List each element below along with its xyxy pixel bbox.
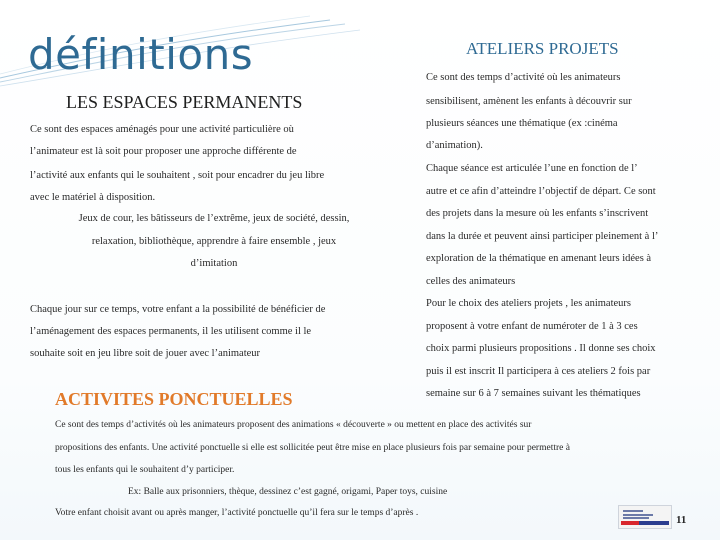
ateliers-projets-heading: ATELIERS PROJETS <box>466 39 619 58</box>
slide-title: définitions <box>28 30 254 79</box>
ateliers-text-line: celles des animateurs <box>426 276 516 287</box>
espaces-text-line: l’animateur est là soit pour proposer une approche différente de <box>30 146 297 157</box>
espaces-examples-line: Jeux de cour, les bâtisseurs de l’extrême, jeux de société, dessin, <box>78 213 350 224</box>
ponctuelles-examples: Ex: Balle aux prisonniers, thèque, dessinez c’est gagné, origami, Paper toys, cuisine <box>128 487 448 497</box>
espaces-daily-line: souhaite soit en jeu libre soit de jouer avec l’animateur <box>30 348 261 359</box>
ateliers-text-line: dans la durée et peuvent ainsi participer pleinement à l’ <box>426 231 659 242</box>
ateliers-text-line: proposent à votre enfant de numéroter de 1 à 3 ces <box>426 321 638 332</box>
ateliers-text-line: puis il est inscrit Il participera à ces ateliers 2 fois par <box>426 366 651 377</box>
activites-ponctuelles-heading: ACTIVITES PONCTUELLES <box>55 389 293 409</box>
ponctuelles-text-line: tous les enfants qui le souhaitent d’y participer. <box>55 465 235 475</box>
ateliers-text-line: plusieurs séances une thématique (ex :cinéma <box>426 118 618 129</box>
espaces-examples-line: d’imitation <box>190 258 238 269</box>
espaces-examples-line: relaxation, bibliothèque, apprendre à faire ensemble , jeux <box>91 236 337 247</box>
logo-line <box>623 510 643 512</box>
espaces-daily-line: Chaque jour sur ce temps, votre enfant a la possibilité de bénéficier de <box>30 304 326 315</box>
ponctuelles-text-line: Ce sont des temps d’activités où les animateurs proposent des animations « découverte » ou mettent en place des activités sur <box>55 420 532 430</box>
ateliers-text-line: autre et ce afin d’atteindre l’objectif de départ. Ce sont <box>426 186 656 197</box>
logo-line <box>623 517 649 519</box>
ateliers-text-line: des projets dans la mesure où les enfants s’inscrivent <box>426 208 649 219</box>
ponctuelles-text-line: propositions des enfants. Une activité ponctuelle si elle est sollicitée peut être mise en place plusieurs fois par semaine pour permettre à <box>55 443 570 453</box>
espaces-daily-line: l’aménagement des espaces permanents, il les utilisent comme il le <box>30 326 312 337</box>
ateliers-text-line: Chaque séance est articulée l’une en fonction de l’ <box>426 163 638 174</box>
espaces-text-line: Ce sont des espaces aménagés pour une activité particulière où <box>30 124 294 135</box>
logo-bar-accent <box>621 521 639 525</box>
espaces-text-line: avec le matériel à disposition. <box>30 192 156 203</box>
ateliers-text-line: semaine sur 6 à 7 semaines suivant les thématiques <box>426 388 641 399</box>
ateliers-text-line: Pour le choix des ateliers projets , les animateurs <box>426 298 631 309</box>
ateliers-text-line: sensibilisent, amènent les enfants à découvrir sur <box>426 96 632 107</box>
ateliers-text-line: d’animation). <box>426 140 483 151</box>
ateliers-text-line: Ce sont des temps d’activité où les animateurs <box>426 72 621 83</box>
ateliers-text-line: choix parmi plusieurs propositions . Il donne ses choix <box>426 343 656 354</box>
page-number: 11 <box>676 514 687 526</box>
ateliers-text-line: exploration de la thématique en amenant leurs idées à <box>426 253 652 264</box>
organisation-logo <box>618 505 672 529</box>
logo-line <box>623 514 653 516</box>
ponctuelles-choice: Votre enfant choisit avant ou après manger, l’activité ponctuelle qu’il fera sur le temps d’après . <box>55 508 419 518</box>
espaces-permanents-heading: LES ESPACES PERMANENTS <box>66 92 303 112</box>
espaces-text-line: l’activité aux enfants qui le souhaitent , soit pour encadrer du jeu libre <box>30 170 325 181</box>
